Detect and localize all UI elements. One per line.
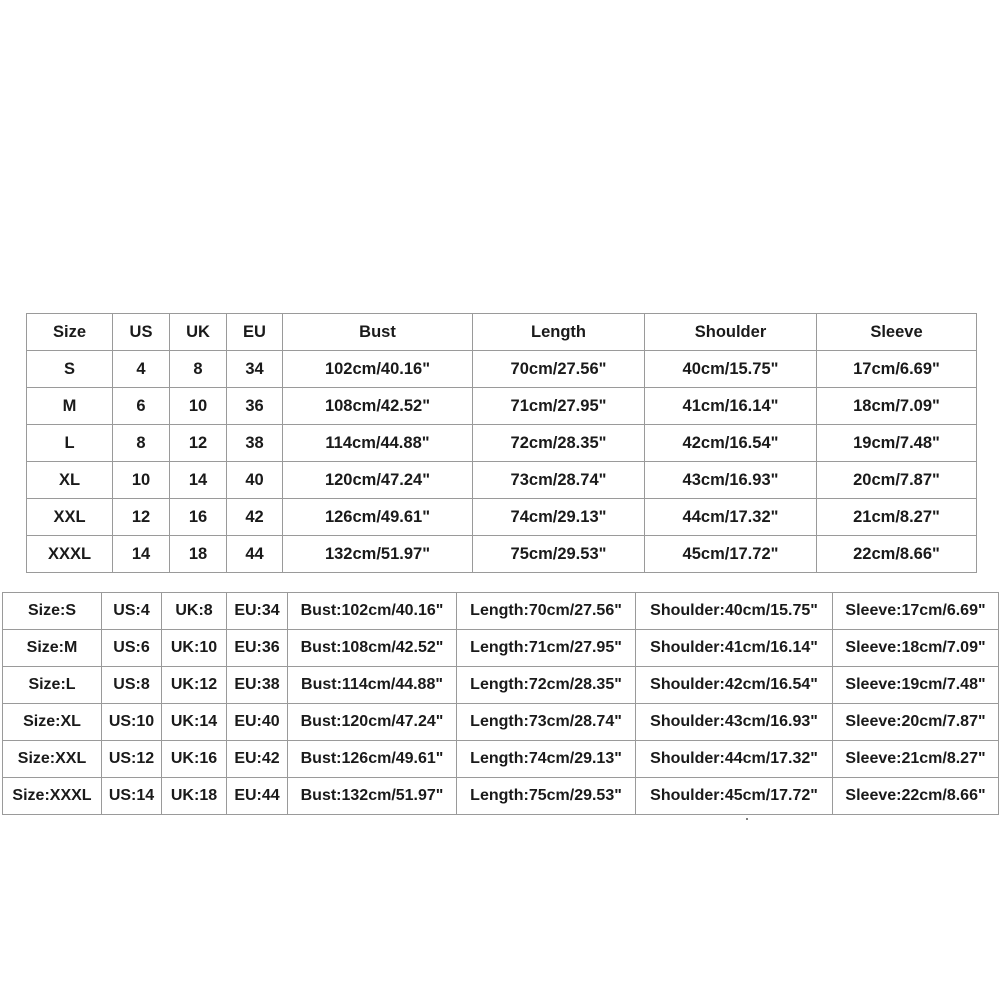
table-cell: Sleeve:20cm/7.87" <box>833 704 999 741</box>
table-cell: 34 <box>227 351 283 388</box>
table-cell: Size:XXL <box>3 741 102 778</box>
table-cell: 8 <box>113 425 170 462</box>
table-cell: US:8 <box>102 667 162 704</box>
table-cell: 73cm/28.74" <box>473 462 645 499</box>
table-cell: L <box>27 425 113 462</box>
table-row <box>27 388 977 425</box>
table-cell: 132cm/51.97" <box>283 536 473 573</box>
table-cell: US:4 <box>102 593 162 630</box>
table-cell: Shoulder:43cm/16.93" <box>636 704 833 741</box>
table-cell: US:6 <box>102 630 162 667</box>
table-cell: UK:12 <box>162 667 227 704</box>
table-cell: 42cm/16.54" <box>645 425 817 462</box>
table-cell: 108cm/42.52" <box>283 388 473 425</box>
table-cell: 10 <box>170 388 227 425</box>
table-cell: 126cm/49.61" <box>283 499 473 536</box>
table-cell: 6 <box>113 388 170 425</box>
table-cell: XXL <box>27 499 113 536</box>
size-list-table <box>2 592 999 815</box>
table-row <box>27 425 977 462</box>
table-cell: UK:18 <box>162 778 227 815</box>
column-header: Sleeve <box>817 314 977 351</box>
table-row <box>27 536 977 573</box>
table-cell: US:14 <box>102 778 162 815</box>
table-cell: Size:XL <box>3 704 102 741</box>
table-row <box>3 778 999 815</box>
table-cell: Length:71cm/27.95" <box>457 630 636 667</box>
table-cell: 102cm/40.16" <box>283 351 473 388</box>
table-cell: 114cm/44.88" <box>283 425 473 462</box>
table-cell: 44cm/17.32" <box>645 499 817 536</box>
table-cell: 18 <box>170 536 227 573</box>
table-cell: S <box>27 351 113 388</box>
table-cell: 120cm/47.24" <box>283 462 473 499</box>
column-header: EU <box>227 314 283 351</box>
table-cell: 43cm/16.93" <box>645 462 817 499</box>
table-cell: 40cm/15.75" <box>645 351 817 388</box>
table-cell: Bust:132cm/51.97" <box>288 778 457 815</box>
table-cell: XL <box>27 462 113 499</box>
column-header: Bust <box>283 314 473 351</box>
table-cell: 44 <box>227 536 283 573</box>
table-cell: Length:72cm/28.35" <box>457 667 636 704</box>
table-cell: 45cm/17.72" <box>645 536 817 573</box>
table-cell: Sleeve:17cm/6.69" <box>833 593 999 630</box>
table-cell: 8 <box>170 351 227 388</box>
table-cell: 14 <box>113 536 170 573</box>
table-cell: Sleeve:22cm/8.66" <box>833 778 999 815</box>
table-row <box>3 630 999 667</box>
table-cell: UK:8 <box>162 593 227 630</box>
table-cell: US:10 <box>102 704 162 741</box>
table-cell: Length:70cm/27.56" <box>457 593 636 630</box>
table-cell: Size:S <box>3 593 102 630</box>
table-row <box>3 741 999 778</box>
table-cell: 19cm/7.48" <box>817 425 977 462</box>
table-cell: 74cm/29.13" <box>473 499 645 536</box>
table-cell: Size:M <box>3 630 102 667</box>
table-row <box>27 499 977 536</box>
table-cell: EU:38 <box>227 667 288 704</box>
table-cell: Length:75cm/29.53" <box>457 778 636 815</box>
table-cell: 4 <box>113 351 170 388</box>
column-header: Size <box>27 314 113 351</box>
table-cell: Length:74cm/29.13" <box>457 741 636 778</box>
table-cell: EU:34 <box>227 593 288 630</box>
table-row <box>27 462 977 499</box>
table-cell: Shoulder:44cm/17.32" <box>636 741 833 778</box>
size-chart-table <box>26 313 977 573</box>
table-cell: Shoulder:45cm/17.72" <box>636 778 833 815</box>
table-cell: Sleeve:21cm/8.27" <box>833 741 999 778</box>
table-cell: EU:40 <box>227 704 288 741</box>
table-cell: 18cm/7.09" <box>817 388 977 425</box>
table-cell: Size:L <box>3 667 102 704</box>
table-cell: 42 <box>227 499 283 536</box>
column-header: UK <box>170 314 227 351</box>
table-cell: Bust:114cm/44.88" <box>288 667 457 704</box>
table-cell: 22cm/8.66" <box>817 536 977 573</box>
table-cell: 12 <box>113 499 170 536</box>
table-row <box>27 351 977 388</box>
table-row <box>3 704 999 741</box>
table-cell: US:12 <box>102 741 162 778</box>
table-cell: EU:42 <box>227 741 288 778</box>
table-row <box>3 667 999 704</box>
table-cell: 10 <box>113 462 170 499</box>
table-cell: 38 <box>227 425 283 462</box>
stray-dot <box>746 818 748 820</box>
table-cell: 41cm/16.14" <box>645 388 817 425</box>
table-cell: Sleeve:19cm/7.48" <box>833 667 999 704</box>
table-cell: 12 <box>170 425 227 462</box>
table-cell: Shoulder:42cm/16.54" <box>636 667 833 704</box>
table-cell: 21cm/8.27" <box>817 499 977 536</box>
table-cell: Bust:108cm/42.52" <box>288 630 457 667</box>
table-cell: EU:36 <box>227 630 288 667</box>
size-chart-header-row <box>27 314 977 351</box>
table-cell: M <box>27 388 113 425</box>
table-cell: 17cm/6.69" <box>817 351 977 388</box>
table-cell: Bust:120cm/47.24" <box>288 704 457 741</box>
table-cell: 71cm/27.95" <box>473 388 645 425</box>
table-cell: Bust:126cm/49.61" <box>288 741 457 778</box>
table-cell: 75cm/29.53" <box>473 536 645 573</box>
column-header: US <box>113 314 170 351</box>
table-cell: Sleeve:18cm/7.09" <box>833 630 999 667</box>
table-row <box>3 593 999 630</box>
table-cell: 40 <box>227 462 283 499</box>
table-cell: 20cm/7.87" <box>817 462 977 499</box>
table-cell: UK:14 <box>162 704 227 741</box>
table-cell: 16 <box>170 499 227 536</box>
table-cell: Length:73cm/28.74" <box>457 704 636 741</box>
table-cell: 70cm/27.56" <box>473 351 645 388</box>
column-header: Shoulder <box>645 314 817 351</box>
table-cell: 36 <box>227 388 283 425</box>
column-header: Length <box>473 314 645 351</box>
table-cell: UK:16 <box>162 741 227 778</box>
table-cell: Bust:102cm/40.16" <box>288 593 457 630</box>
table-cell: EU:44 <box>227 778 288 815</box>
table-cell: Size:XXXL <box>3 778 102 815</box>
table-cell: UK:10 <box>162 630 227 667</box>
table-cell: Shoulder:40cm/15.75" <box>636 593 833 630</box>
table-cell: 14 <box>170 462 227 499</box>
table-cell: Shoulder:41cm/16.14" <box>636 630 833 667</box>
table-cell: 72cm/28.35" <box>473 425 645 462</box>
table-cell: XXXL <box>27 536 113 573</box>
